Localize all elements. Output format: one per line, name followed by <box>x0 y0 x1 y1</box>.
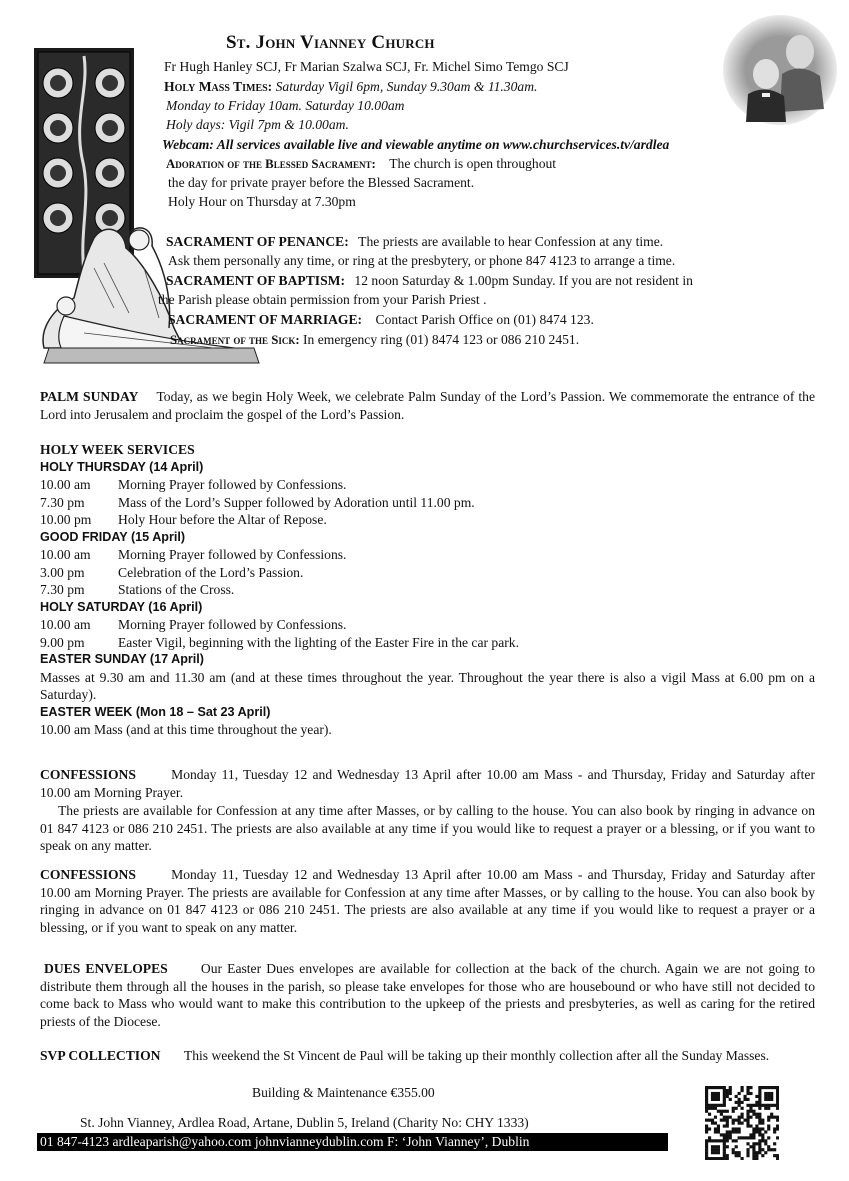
schedule-desc: Stations of the Cross. <box>118 582 235 597</box>
footer-contact: 01 847-4123 ardleaparish@yahoo.com johnvianneydublin.com F: ‘John Vianney’, Dublin <box>37 1133 668 1151</box>
schedule-time: 3.00 pm <box>40 564 85 580</box>
confessions-text: Monday 11, Tuesday 12 and Wednesday 13 April after 10.00 am Mass - and Thursday, Friday and Saturday after 10.00 am Morning Prayer. The priests are available for Confession at any time after Masses, or by calling to the house. You can also book by ringing in advance on 01 847 4123 or 086 210 2451. The priests are also available at any time if you would like to request a prayer or a blessing, or if you want to speak on any matter. <box>40 867 815 935</box>
schedule-row <box>40 476 820 494</box>
schedule-desc: Holy Hour before the Altar of Repose. <box>118 512 327 527</box>
weekday-times: Monday to Friday 10am. Saturday 10.00am <box>166 98 405 113</box>
penance-line <box>166 233 663 251</box>
founders-photo <box>722 14 838 126</box>
svp-label: SVP COLLECTION <box>40 1048 161 1063</box>
schedule-desc: Mass of the Lord’s Supper followed by Adoration until 11.00 pm. <box>118 494 475 510</box>
footer-address: St. John Vianney, Ardlea Road, Artane, Dublin 5, Ireland (Charity No: CHY 1333) <box>80 1115 529 1130</box>
holy-saturday-heading: HOLY SATURDAY (16 April) <box>40 599 203 614</box>
schedule-time: 10.00 am <box>40 547 91 562</box>
schedule-desc: Morning Prayer followed by Confessions. <box>118 547 347 562</box>
palm-sunday-section <box>40 388 815 423</box>
marriage-label: SACRAMENT OF MARRIAGE: <box>168 312 363 327</box>
holy-week-section <box>40 441 820 739</box>
holy-thursday-heading: HOLY THURSDAY (14 April) <box>40 459 204 474</box>
building-maintenance: Building & Maintenance €355.00 <box>252 1085 435 1100</box>
mass-times-value: Saturday Vigil 6pm, Sunday 9.30am & 11.30am. <box>275 79 538 94</box>
easter-week-heading: EASTER WEEK (Mon 18 – Sat 23 April) <box>40 704 271 719</box>
clergy-line: Fr Hugh Hanley SCJ, Fr Marian Szalwa SCJ, Fr. Michel Simo Temgo SCJ <box>164 59 569 74</box>
schedule-time: 10.00 pm <box>40 512 92 527</box>
adoration-line <box>166 155 556 174</box>
confessions-section-1 <box>40 766 815 801</box>
good-friday-heading: GOOD FRIDAY (15 April) <box>40 529 186 544</box>
church-name: St. John Vianney Church <box>226 32 435 53</box>
baptism-text-2: the Parish please obtain permission from your Parish Priest . <box>158 292 487 307</box>
schedule-time: 9.00 pm <box>40 634 85 650</box>
webcam-line: Webcam: All services available live and viewable anytime on www.churchservices.tv/ardlea <box>162 137 670 152</box>
schedule-row <box>40 581 820 599</box>
palm-sunday-label: PALM SUNDAY <box>40 389 139 404</box>
confessions-text-b: The priests are available for Confession at any time after Masses, or by calling to the house. You can also book by ringing in advance on 01 847 4123 or 086 210 2451. The priests are also available at any time if you would like to request a prayer or a blessing, or if you want to speak on any matter. <box>40 803 815 853</box>
sick-line <box>170 331 579 350</box>
confessions-label: CONFESSIONS <box>40 767 136 782</box>
sick-label: Sacrament of the Sick: <box>170 333 300 347</box>
schedule-row <box>40 511 820 529</box>
schedule-row <box>40 546 820 564</box>
schedule-time: 7.30 pm <box>40 582 85 597</box>
schedule-row <box>40 564 820 582</box>
easter-week-text: 10.00 am Mass (and at this time throughout the year). <box>40 722 332 737</box>
mass-times-label: Holy Mass Times: <box>164 79 273 94</box>
dues-section <box>40 960 815 1030</box>
penance-label: SACRAMENT OF PENANCE: <box>166 234 349 249</box>
schedule-desc: Morning Prayer followed by Confessions. <box>118 477 347 492</box>
baptism-label: SACRAMENT OF BAPTISM: <box>166 273 345 288</box>
easter-sunday-heading: EASTER SUNDAY (17 April) <box>40 652 204 666</box>
adoration-text-2: the day for private prayer before the Blessed Sacrament. <box>168 175 475 190</box>
schedule-row <box>40 634 820 652</box>
confessions-section-2 <box>40 866 815 936</box>
baptism-line <box>166 272 693 290</box>
penance-text-2: Ask them personally any time, or ring at the presbytery, or phone 847 4123 to arrange a time. <box>168 253 676 268</box>
schedule-time: 10.00 am <box>40 617 91 632</box>
dues-label: DUES ENVELOPES <box>44 961 168 976</box>
easter-sunday-text: Masses at 9.30 am and 11.30 am (and at these times throughout the year. Throughout the year there is also a vigil Mass at 6.00 pm on a Saturday). <box>40 669 815 702</box>
adoration-label: Adoration of the Blessed Sacrament: <box>166 157 376 171</box>
schedule-time: 7.30 pm <box>40 494 85 510</box>
marriage-text: Contact Parish Office on (01) 8474 123. <box>375 312 594 327</box>
confessions-text-a: Monday 11, Tuesday 12 and Wednesday 13 April after 10.00 am Mass - and Thursday, Friday and Saturday after 10.00 am Morning Prayer. <box>40 767 815 800</box>
dues-text: Our Easter Dues envelopes are available for collection at the back of the church. Again we are not going to distribute them through all the houses in the parish, so please take envelopes for those who are housebound or who have still not decided to come back to Mass who would want to make this contribution to the upkeep of the priests and presbyteries, as well as caring for the retired priests of the Diocese. <box>40 961 816 1029</box>
schedule-desc: Easter Vigil, beginning with the lighting of the Easter Fire in the car park. <box>118 634 519 650</box>
baptism-text-1: 12 noon Saturday & 1.00pm Sunday. If you are not resident in <box>354 273 693 288</box>
sick-text: In emergency ring (01) 8474 123 or 086 210 2451. <box>303 332 580 347</box>
holy-week-title: HOLY WEEK SERVICES <box>40 442 195 457</box>
confessions-label: CONFESSIONS <box>40 867 136 882</box>
palm-sunday-text: Today, as we begin Holy Week, we celebrate Palm Sunday of the Lord’s Passion. We commemorate the entrance of the Lord into Jerusalem and proclaim the gospel of the Lord’s Passion. <box>40 389 815 422</box>
adoration-text-3: Holy Hour on Thursday at 7.30pm <box>168 194 356 209</box>
schedule-row <box>40 616 820 634</box>
schedule-desc: Celebration of the Lord’s Passion. <box>118 564 304 580</box>
schedule-row <box>40 494 820 512</box>
qr-code[interactable] <box>705 1086 779 1160</box>
penance-text-1: The priests are available to hear Confession at any time. <box>358 234 664 249</box>
mass-times-line <box>164 78 537 96</box>
marriage-line <box>168 311 594 329</box>
svp-section <box>40 1047 815 1065</box>
svp-text: This weekend the St Vincent de Paul will be taking up their monthly collection after all the Sunday Masses. <box>183 1048 770 1063</box>
schedule-desc: Morning Prayer followed by Confessions. <box>118 617 347 632</box>
holy-days-times: Holy days: Vigil 7pm & 10.00am. <box>166 117 349 132</box>
adoration-text-1: The church is open throughout <box>389 156 557 171</box>
schedule-time: 10.00 am <box>40 477 91 492</box>
